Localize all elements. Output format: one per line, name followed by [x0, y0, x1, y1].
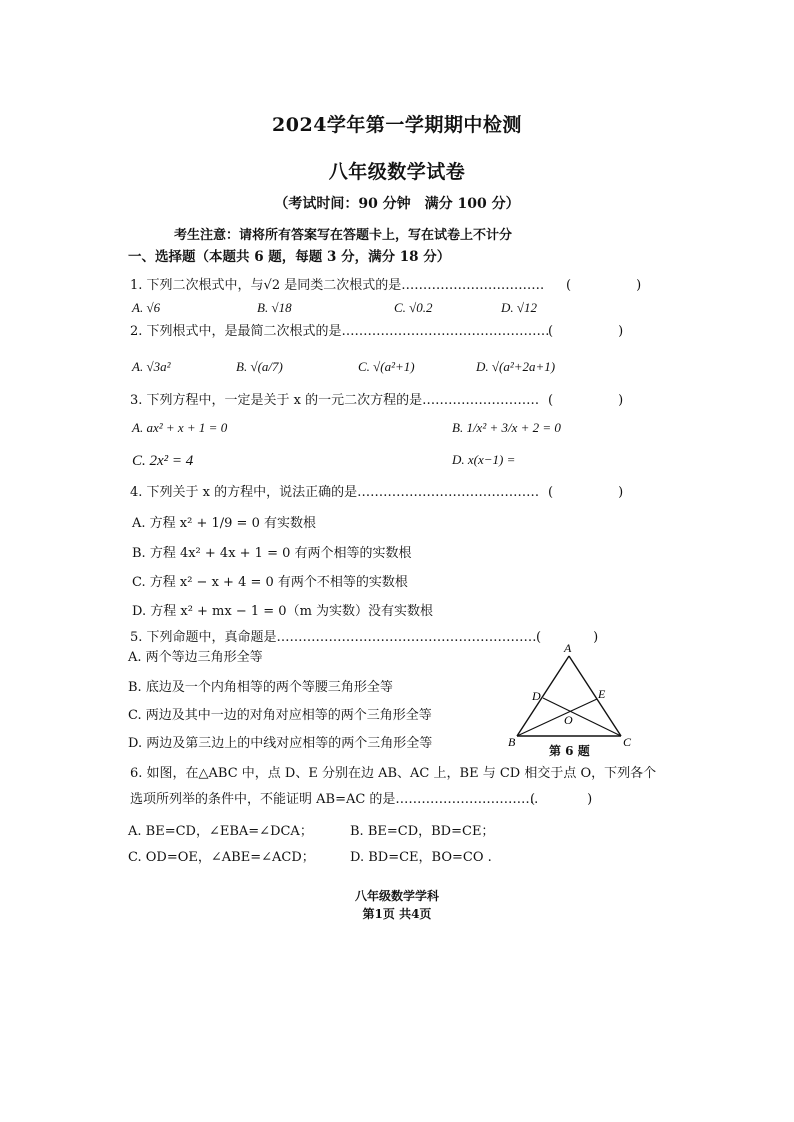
question-6-option-d: D. BD=CE，BO=CO .: [350, 850, 492, 865]
question-1-option-a: A. √6: [132, 300, 161, 315]
exam-subtitle: 八年级数学试卷: [328, 161, 466, 183]
footer-page-number: 第1页 共4页: [362, 907, 432, 921]
question-6-option-c: C. OD=OE，∠ABE=∠ACD；: [128, 850, 315, 865]
question-6-answer-paren: ( ): [530, 792, 593, 807]
exam-info: （考试时间：90 分钟 满分 100 分）: [274, 196, 520, 212]
question-2-option-c: C. √(a²+1): [358, 359, 415, 374]
exam-notice: 考生注意：请将所有答案写在答题卡上，写在试卷上不计分: [174, 228, 513, 243]
vertex-label-c: C: [623, 735, 632, 749]
question-6-option-a: A. BE=CD，∠EBA=∠DCA；: [128, 824, 313, 839]
question-2-stem: 2. 下列根式中，是最简二次根式的是…………………………………………: [130, 324, 550, 339]
question-5-stem: 5. 下列命题中，真命题是……………………………………………………: [130, 630, 537, 645]
question-4-option-d: D. 方程 x² + mx − 1 = 0（m 为实数）没有实数根: [132, 604, 434, 619]
question-2-option-b: B. √(a/7): [236, 359, 283, 374]
question-6-option-b: B. BE=CD，BD=CE；: [350, 824, 495, 839]
footer-subject: 八年级数学学科: [354, 889, 439, 903]
question-5-option-b: B. 底边及一个内角相等的两个等腰三角形全等: [128, 680, 393, 695]
question-4-option-b: B. 方程 4x² + 4x + 1 = 0 有两个相等的实数根: [132, 546, 412, 561]
point-label-d: D: [532, 689, 541, 703]
question-1-stem: 1. 下列二次根式中，与√2 是同类二次根式的是……………………………: [130, 278, 545, 293]
question-5-answer-paren: ( ): [536, 630, 599, 645]
question-2-answer-paren: ( ): [548, 324, 624, 339]
question-1-option-b: B. √18: [257, 300, 292, 315]
question-4-stem: 4. 下列关于 x 的方程中，说法正确的是……………………………………: [130, 485, 540, 500]
question-5-option-d: D. 两边及第三边上的中线对应相等的两个三角形全等: [128, 736, 433, 751]
point-label-e: E: [598, 687, 606, 701]
point-label-o: O: [564, 713, 573, 727]
question-4-option-c: C. 方程 x² − x + 4 = 0 有两个不相等的实数根: [132, 575, 408, 590]
question-5-option-c: C. 两边及其中一边的对角对应相等的两个三角形全等: [128, 708, 432, 723]
question-1-option-d: D. √12: [501, 300, 538, 315]
question-4-answer-paren: ( ): [548, 485, 624, 500]
vertex-label-a: A: [564, 641, 572, 655]
question-3-option-a: A. ax² + x + 1 = 0: [132, 420, 228, 435]
question-2-option-d: D. √(a²+2a+1): [476, 359, 556, 374]
question-3-option-d: D. x(x−1) =: [452, 452, 516, 467]
exam-title: 2024学年第一学期期中检测: [272, 114, 522, 136]
question-1-answer-paren: ( ): [566, 278, 642, 293]
question-6-stem-line-2: 选项所列举的条件中，不能证明 AB=AC 的是……………………………: [130, 792, 539, 807]
question-2-option-a: A. √3a²: [132, 359, 171, 374]
question-3-option-b: B. 1/x² + 3/x + 2 = 0: [452, 420, 561, 435]
question-5-option-a: A. 两个等边三角形全等: [128, 650, 263, 665]
question-3-answer-paren: ( ): [548, 393, 624, 408]
question-3-stem: 3. 下列方程中，一定是关于 x 的一元二次方程的是………………………: [130, 393, 540, 408]
vertex-label-b: B: [508, 735, 516, 749]
question-4-option-a: A. 方程 x² + 1/9 = 0 有实数根: [132, 516, 316, 531]
question-1-option-c: C. √0.2: [394, 300, 433, 315]
figure-caption: 第 6 题: [549, 744, 590, 758]
section-heading: 一、选择题（本题共 6 题，每题 3 分，满分 18 分）: [128, 249, 451, 265]
question-6-stem-line-1: 6. 如图，在△ABC 中，点 D、E 分别在边 AB、AC 上，BE 与 CD 相交于点 O，下列各个: [130, 766, 657, 781]
question-3-option-c: C. 2x² = 4: [132, 453, 194, 469]
